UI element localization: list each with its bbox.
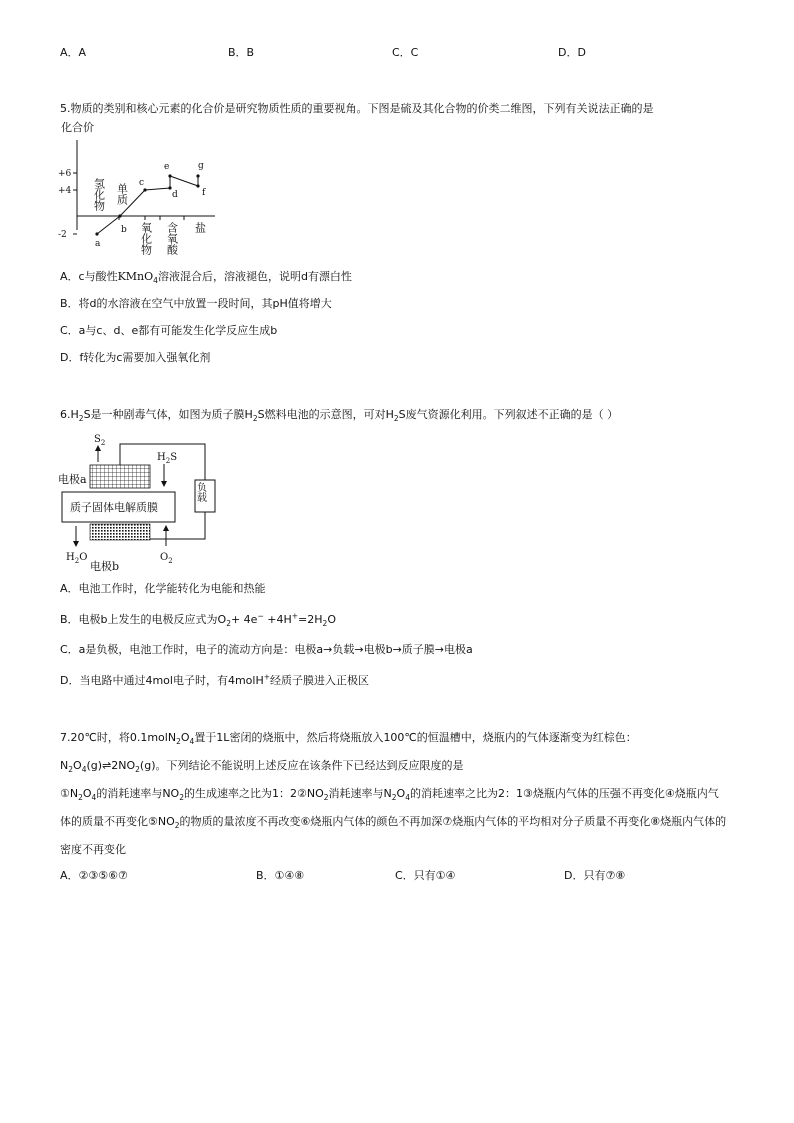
- q7-sub: 2: [176, 737, 181, 747]
- q6-option-c[interactable]: C．a是负极，电池工作时，电子的流动方向是：电极a→负载→电极b→质子膜→电极a: [60, 643, 473, 656]
- electrode-a-label: 电极a: [58, 473, 87, 486]
- load-label: 负载: [194, 482, 206, 502]
- q6-option-d-text: D．当电路中通过4mol电子时，有4molH: [60, 674, 264, 687]
- q7-sub: 2: [323, 793, 329, 803]
- q7-text: 置于1L密闭的烧瓶中，然后将烧瓶放入100℃的恒温槽中，烧瓶内的气体逐渐变为红棕色：: [194, 731, 637, 744]
- q7-sub: 4: [405, 793, 410, 803]
- h2o-label: $H_2O$: [66, 552, 88, 565]
- q7-text: ①N: [60, 787, 79, 800]
- h2s-label: $H_2S$: [157, 452, 178, 465]
- q4-option-a[interactable]: A．A: [60, 46, 87, 59]
- category-oxide: 氧化物: [139, 222, 153, 255]
- q6-stem-sub: 2: [252, 414, 258, 424]
- y-tick-plus6: +6: [58, 169, 72, 179]
- category-oxyacid: 含氧酸: [165, 222, 179, 255]
- q6-option-b-sub: 2: [226, 619, 231, 629]
- q5-stem: 5.物质的类别和核心元素的化合价是研究物质性质的重要视角。下图是硫及其化合物的价类二维图，下列有关说法正确的是: [60, 102, 654, 115]
- q7-text: 的生成速率之比为1：2②NO: [184, 787, 324, 800]
- q7-text: O: [396, 787, 406, 800]
- point-f: [196, 184, 199, 187]
- q7-line-3: [60, 786, 719, 802]
- q6-option-b[interactable]: [60, 612, 336, 628]
- q4-option-c[interactable]: C．C: [392, 46, 419, 59]
- q5-option-a-sub: 4: [153, 276, 158, 286]
- point-label-c: c: [139, 178, 145, 188]
- q7-option-a[interactable]: A．②③⑤⑥⑦: [60, 869, 128, 882]
- q6-option-b-text: + 4e: [230, 613, 258, 626]
- q6-option-b-text: =2H: [298, 613, 323, 626]
- q7-sub: 4: [189, 737, 195, 747]
- valence-class-chart: [57, 118, 217, 255]
- point-g: [196, 174, 199, 177]
- y-tick-plus4: +4: [58, 186, 72, 196]
- electrode-a: [90, 465, 150, 488]
- q7-option-c[interactable]: C．只有①④: [395, 869, 456, 882]
- q7-text: 体的质量不再变化⑤NO: [60, 815, 175, 828]
- q7-text: (g)。下列结论不能说明上述反应在该条件下已经达到反应限度的是: [139, 759, 464, 772]
- q6-option-d[interactable]: [60, 673, 369, 689]
- q6-stem-part: 6.H: [60, 408, 79, 421]
- q6-stem-part: S燃料电池的示意图，可对H: [257, 408, 394, 421]
- point-a: [95, 232, 98, 235]
- q7-sub: 4: [81, 765, 87, 775]
- q7-line-5: 密度不再变化: [60, 843, 126, 856]
- q7-text: 7.20℃时，将0.1molN: [60, 731, 177, 744]
- q6-stem-part: S废气资源化利用。下列叙述不正确的是（ ）: [398, 408, 619, 421]
- q7-text: 消耗速率与N: [328, 787, 392, 800]
- electrode-b: [90, 524, 150, 540]
- q7-text: (g)⇌2NO: [86, 759, 136, 772]
- q5-option-a[interactable]: [60, 269, 352, 285]
- q6-stem-part: S是一种剧毒气体，如图为质子膜H: [83, 408, 253, 421]
- q5-option-a-post: 溶液混合后，溶液褪色，说明d有漂白性: [157, 270, 352, 283]
- q5-option-d[interactable]: D．f转化为c需要加入强氧化剂: [60, 351, 211, 364]
- q4-option-d[interactable]: D．D: [558, 46, 586, 59]
- q7-text: O: [82, 787, 92, 800]
- q5-option-b[interactable]: B．将d的水溶液在空气中放置一段时间，其pH值将增大: [60, 297, 332, 310]
- point-c: [143, 188, 146, 191]
- q7-text: 的物质的量浓度不再改变⑥烧瓶内气体的颜色不再加深⑦烧瓶内气体的平均相对分子质量不再变化⑧烧瓶内气体的: [179, 815, 727, 828]
- s2-label: $S_2$: [94, 434, 106, 447]
- q7-sub: 2: [78, 793, 83, 803]
- q7-sub: 2: [68, 765, 74, 775]
- q7-text: 的消耗速率与NO: [96, 787, 180, 800]
- category-element: 单质: [115, 183, 129, 205]
- point-label-f: f: [202, 188, 206, 198]
- electrode-b-label: 电极b: [90, 560, 120, 573]
- q6-stem-sub: 2: [78, 414, 84, 424]
- q6-option-b-sub: 2: [322, 619, 328, 629]
- q7-option-d[interactable]: D．只有⑦⑧: [564, 869, 626, 882]
- point-label-e: e: [164, 162, 170, 172]
- q6-option-a[interactable]: A．电池工作时，化学能转化为电能和热能: [60, 582, 266, 595]
- q7-sub: 2: [174, 821, 180, 831]
- q7-sub: 2: [391, 793, 397, 803]
- q5-option-a-pre: A．c与酸性: [60, 270, 118, 283]
- q7-text: N: [60, 759, 69, 772]
- q6-option-b-sup: +: [291, 611, 299, 621]
- q7-text: 的消耗速率之比为2：1③烧瓶内气体的压强不再变化④烧瓶内气: [410, 787, 719, 800]
- q6-option-d-text: 经质子膜进入正极区: [270, 674, 370, 687]
- point-b: [118, 214, 121, 217]
- membrane-label: 质子固体电解质膜: [70, 501, 158, 514]
- q7-line-4: [60, 814, 726, 830]
- point-label-b: b: [121, 225, 127, 235]
- q6-option-b-text: O: [327, 613, 336, 626]
- q7-text: O: [180, 731, 190, 744]
- point-label-g: g: [198, 161, 204, 171]
- q6-option-b-sup: −: [257, 611, 264, 621]
- fuel-cell-diagram: [56, 428, 226, 573]
- q6-stem-sub: 2: [393, 414, 399, 424]
- point-e: [168, 174, 171, 177]
- q5-option-c[interactable]: C．a与c、d、e都有可能发生化学反应生成b: [60, 324, 278, 337]
- q6-option-d-sup: +: [263, 672, 271, 682]
- q7-sub: 2: [135, 765, 140, 775]
- y-tick-minus2: -2: [58, 230, 67, 240]
- q7-text: O: [73, 759, 82, 772]
- q6-option-b-text: B．电极b上发生的电极反应式为O: [60, 613, 227, 626]
- q4-option-b[interactable]: B．B: [228, 46, 255, 59]
- q7-sub: 2: [179, 793, 184, 803]
- o2-label: $O_2$: [160, 552, 173, 565]
- q7-line-1: [60, 730, 637, 746]
- category-hydride: 氢化物: [92, 178, 106, 211]
- point-label-a: a: [95, 239, 101, 249]
- q6-option-b-text: +4H: [263, 613, 292, 626]
- q7-option-b[interactable]: B．①④⑧: [256, 869, 305, 882]
- point-label-d: d: [172, 190, 178, 200]
- category-salt: 盐: [193, 222, 207, 233]
- q7-sub: 4: [91, 793, 97, 803]
- q6-stem: [60, 407, 618, 423]
- q5-option-a-formula: KMnO: [117, 270, 154, 283]
- chart-y-axis-label: 化合价: [61, 121, 94, 134]
- q7-line-2: [60, 758, 464, 774]
